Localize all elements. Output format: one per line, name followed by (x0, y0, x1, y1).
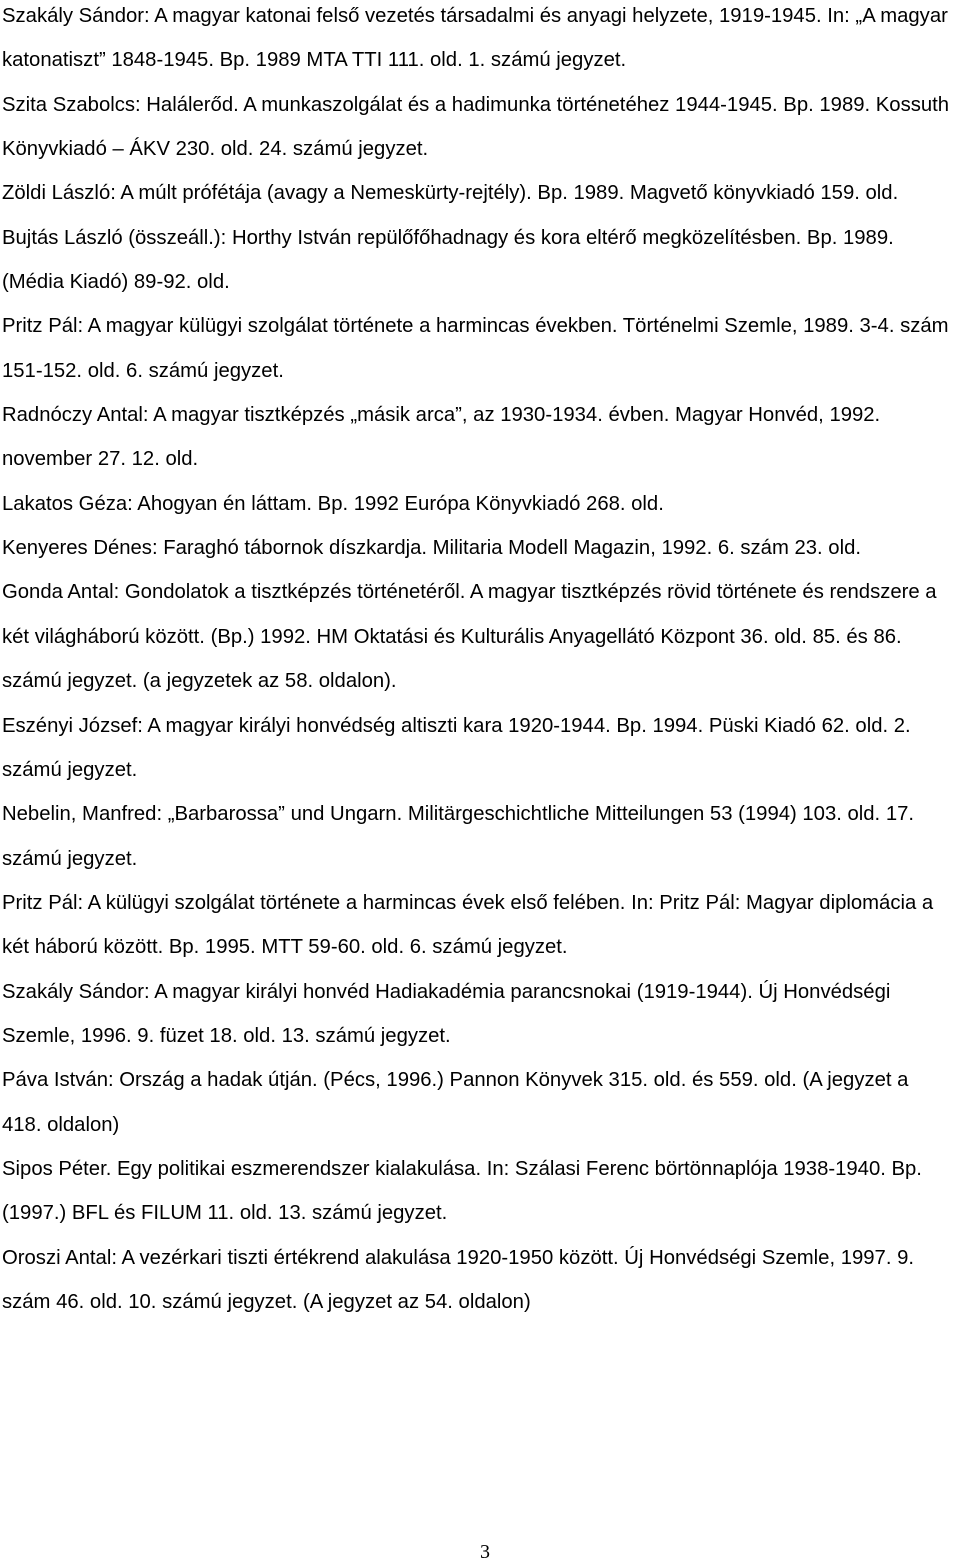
reference-entry: Lakatos Géza: Ahogyan én láttam. Bp. 1992 Európa Könyvkiadó 268. old. (2, 492, 664, 515)
reference-entry: Bujtás László (összeáll.): Horthy István repülőfőhadnagy és kora eltérő megközelítésben. Bp. 1989. (Média Kiadó) 89-92. old. (2, 226, 894, 294)
reference-entry: Pritz Pál: A külügyi szolgálat története a harmincas évek első felében. In: Pritz Pál: Magyar diplomácia a két háború között. Bp. 1995. MTT 59-60. old. 6. számú jegyzet. (2, 891, 934, 959)
reference-entry: Szakály Sándor: A magyar királyi honvéd Hadiakadémia parancsnokai (1919-1944). Új Honvédségi Szemle, 1996. 9. füzet 18. old. 13. számú jegyzet. (2, 980, 891, 1047)
reference-entry: Pritz Pál: A magyar külügyi szolgálat története a harmincas években. Történelmi Szemle, 1989. 3-4. szám 151-152. old. 6. számú jegyzet. (2, 315, 949, 382)
reference-entry: Szakály Sándor: A magyar katonai felső vezetés társadalmi és anyagi helyzete, 1919-1945. In: „A magyar katonatiszt” 1848-1945. Bp. 1989 MTA TTI 111. old. 1. számú jegyzet. (2, 5, 948, 72)
reference-entry: Zöldi László: A múlt prófétája (avagy a Nemeskürty-rejtély). Bp. 1989. Magvető könyvkiadó 159. old. (2, 182, 899, 205)
reference-entry: Szita Szabolcs: Halálerőd. A munkaszolgálat és a hadimunka történetéhez 1944-1945. Bp. 1989. Kossuth Könyvkiadó – ÁKV 230. old. 24. számú jegyzet. (2, 93, 950, 161)
page-number: 3 (480, 1541, 490, 1563)
reference-entry: Kenyeres Dénes: Faraghó tábornok díszkardja. Militaria Modell Magazin, 1992. 6. szám 23. old. (2, 537, 862, 560)
reference-entry: Páva István: Ország a hadak útján. (Pécs, 1996.) Pannon Könyvek 315. old. és 559. old. (A jegyzet a 418. oldalon) (2, 1069, 909, 1136)
reference-entry: Sipos Péter. Egy politikai eszmerendszer kialakulása. In: Szálasi Ferenc börtönnaplója 1938-1940. Bp. (1997.) BFL és FILUM 11. old. 13. számú jegyzet. (2, 1157, 922, 1225)
reference-entry: Eszényi József: A magyar királyi honvédség altiszti kara 1920-1944. Bp. 1994. Püski Kiadó 62. old. 2. számú jegyzet. (2, 714, 911, 781)
reference-entry: Gonda Antal: Gondolatok a tisztképzés történetéről. A magyar tisztképzés rövid története és rendszere a két világháború között. (Bp.) 1992. HM Oktatási és Kulturális Anyagellátó Központ 36. old. 85. és 86. számú jegyzet. (a jegyzetek az 58. oldalon). (2, 581, 937, 693)
reference-entry: Nebelin, Manfred: „Barbarossa” und Ungarn. Militärgeschichtliche Mitteilungen 53 (1994) 103. old. 17. számú jegyzet. (2, 803, 915, 870)
reference-entry: Radnóczy Antal: A magyar tisztképzés „másik arca”, az 1930-1934. évben. Magyar Honvéd, 1992. november 27. 12. old. (2, 404, 881, 471)
reference-entry: Oroszi Antal: A vezérkari tiszti értékrend alakulása 1920-1950 között. Új Honvédségi Szemle, 1997. 9. szám 46. old. 10. számú jegyzet. (A jegyzet az 54. oldalon) (2, 1246, 915, 1313)
bibliography-list (2, 0, 952, 1324)
